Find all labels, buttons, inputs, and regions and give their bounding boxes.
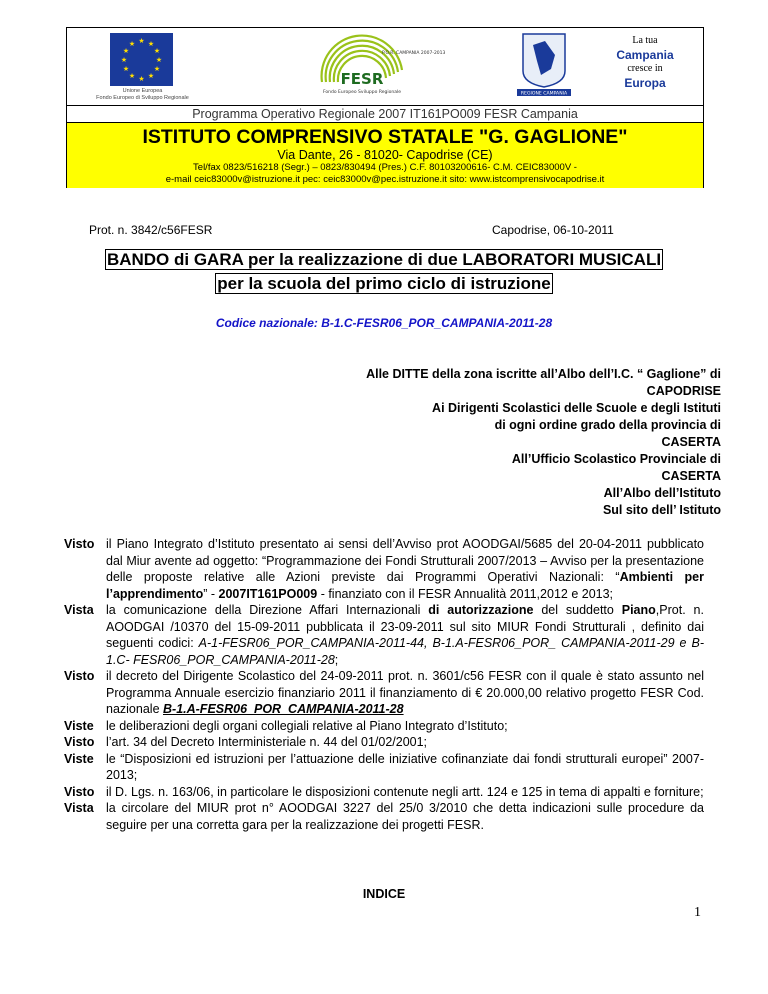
visto-text: la circolare del MIUR prot n° AOODGAI 3227 del 25/0 3/2010 che detta indicazioni sulle procedure da seguire per una corretta gara per la realizzazione dei progetti FESR. (106, 801, 704, 832)
codice-nazionale: Codice nazionale: B-1.C-FESR06_POR_CAMPANIA-2011-28 (215, 316, 553, 330)
visto-item (64, 718, 704, 735)
motto-line: La tua (632, 35, 658, 46)
document-date: Capodrise, 06-10-2011 (492, 223, 614, 237)
school-contacts: Tel/fax 0823/516218 (Segr.) – 0823/830494 (Pres.) C.F. 80103200616- C.M. CEIC83000V - (193, 162, 577, 173)
visto-key: Visto (64, 537, 95, 551)
logo-strip (67, 28, 703, 105)
fesr-small-label: P.O.R. CAMPANIA 2007-2013 (382, 51, 446, 56)
visto-key: Visto (64, 784, 95, 799)
fesr-label: FESR (340, 70, 384, 88)
visto-item (64, 800, 704, 833)
addressee-line: CASERTA (661, 435, 721, 449)
title-line: per la scuola del primo ciclo di istruzione (217, 274, 551, 293)
addressee-line: CASERTA (661, 469, 721, 483)
document-title (0, 248, 768, 296)
svg-text:★: ★ (138, 37, 145, 45)
programme-line: Programma Operativo Regionale 2007 IT161PO009 FESR Campania (67, 105, 703, 123)
svg-text:★: ★ (147, 72, 155, 80)
school-address: Via Dante, 26 - 81020- Capodrise (CE) (277, 148, 493, 162)
addressee-line: CAPODRISE (646, 384, 721, 398)
visto-text: le “Disposizioni ed istruzioni per l’attuazione delle iniziative cofinanziate dai fondi strutturali europei” 2007-2013; (106, 751, 704, 782)
addressee-line: Sul sito dell’ Istituto (602, 503, 721, 517)
addressee-line: Ai Dirigenti Scolastici delle Scuole e degli Istituti (432, 401, 721, 415)
addressees (366, 366, 721, 519)
visti-list (64, 536, 704, 833)
visto-text: le deliberazioni degli organi collegiali relative al Piano Integrato d’Istituto; (106, 718, 508, 733)
visto-key: Vista (64, 603, 94, 617)
addressee-line: Alle DITTE della zona iscritte all’Albo dell’I.C. “ Gaglione” di (366, 367, 721, 381)
protocol-number: Prot. n. 3842/c56FESR (89, 223, 213, 237)
visto-key: Viste (64, 718, 94, 733)
indice-heading: INDICE (362, 887, 406, 901)
addressee-line: All’Ufficio Scolastico Provinciale di (511, 452, 721, 466)
visto-text: il D. Lgs. n. 163/06, in particolare le disposizioni contenute negli artt. 124 e 125 in tema di appalti e forniture; (106, 784, 704, 799)
school-name: ISTITUTO COMPRENSIVO STATALE "G. GAGLIONE" (142, 126, 628, 148)
svg-text:★: ★ (153, 65, 161, 73)
motto-line: Europa (624, 76, 666, 90)
addressee-line: All’Albo dell’Istituto (603, 486, 721, 500)
addressee-line: di ogni ordine grado della provincia di (494, 418, 721, 432)
svg-text:★: ★ (122, 47, 130, 55)
svg-text:★: ★ (122, 65, 130, 73)
visto-text: il decreto del Dirigente Scolastico del 24-09-2011 prot. n. 3601/c56 FESR con il quale è stato assunto nel Programma Annuale esercizio finanziario 2011 il finanziamento di € 20.000,00 relativo progetto FESR Cod. nazionale B-1.A-FESR06_POR_CAMPANIA-2011-28 (106, 669, 704, 716)
svg-text:★: ★ (138, 75, 145, 83)
regione-campania-logo (515, 31, 573, 97)
visto-text: la comunicazione della Direzione Affari Internazionali di autorizzazione del suddetto Piano,Prot. n. AOODGAI /10370 del 15-09-2011 pubblicata il 23-09-2011 sul sito MIUR Fondi Strutturali , definito dai seguenti codici: A-1-FESR06_POR_CAMPANIA-2011-44, B-1.A-FESR06_POR_ CAMPANIA-2011-29 e B-1.C- FESR06_POR_CAMPANIA-2011-28; (106, 603, 704, 667)
visto-item (64, 751, 704, 784)
visto-text: l’art. 34 del Decreto Interministeriale n. 44 del 01/02/2001; (106, 735, 428, 749)
svg-text:★: ★ (147, 40, 155, 48)
visto-text: il Piano Integrato d’Istituto presentato ai sensi dell’Avviso prot AOODGAI/5685 del 20-04-2011 pubblicato dal Miur avente ad oggetto: “Programmazione dei Fondi Strutturali 2007/2013 – Avviso per la presentazione delle proposte relative alle Azioni previste dai Programmi Operativi Nazionali: “Ambienti per l’apprendimento” - 2007IT161PO009 - finanziato con il FESR Annualità 2011,2012 e 2013; (106, 537, 704, 601)
visto-item (64, 734, 704, 751)
visto-key: Viste (64, 751, 94, 766)
fesr-logo (302, 30, 446, 100)
visto-key: Visto (64, 735, 95, 749)
region-label: REGIONE CAMPANIA (520, 91, 568, 97)
eu-flag-icon (110, 33, 173, 86)
page-number: 1 (694, 905, 701, 920)
visto-item (64, 784, 704, 801)
motto-line: Campania (616, 48, 674, 62)
eu-caption: Unione Europea Fondo Europeo di Sviluppo Regionale (96, 88, 189, 101)
svg-text:★: ★ (153, 47, 161, 55)
title-line: BANDO di GARA per la realizzazione di due LABORATORI MUSICALI (106, 250, 662, 269)
visto-item (64, 602, 704, 668)
motto (595, 34, 695, 90)
fesr-caption: Fondo Europeo Sviluppo Regionale (322, 90, 402, 95)
letterhead (66, 27, 704, 188)
school-contacts: e-mail ceic83000v@istruzione.it pec: ceic83000v@pec.istruzione.it sito: www.istcomprensivocapodrise.it (165, 174, 605, 185)
school-block (67, 123, 703, 188)
svg-text:★: ★ (128, 40, 136, 48)
visto-key: Visto (64, 669, 95, 683)
svg-text:★: ★ (128, 72, 136, 80)
motto-line: cresce in (627, 63, 663, 74)
visto-item (64, 536, 704, 602)
visto-item (64, 668, 704, 718)
svg-text:★: ★ (155, 56, 163, 64)
svg-text:★: ★ (120, 56, 128, 64)
visto-key: Vista (64, 801, 94, 815)
